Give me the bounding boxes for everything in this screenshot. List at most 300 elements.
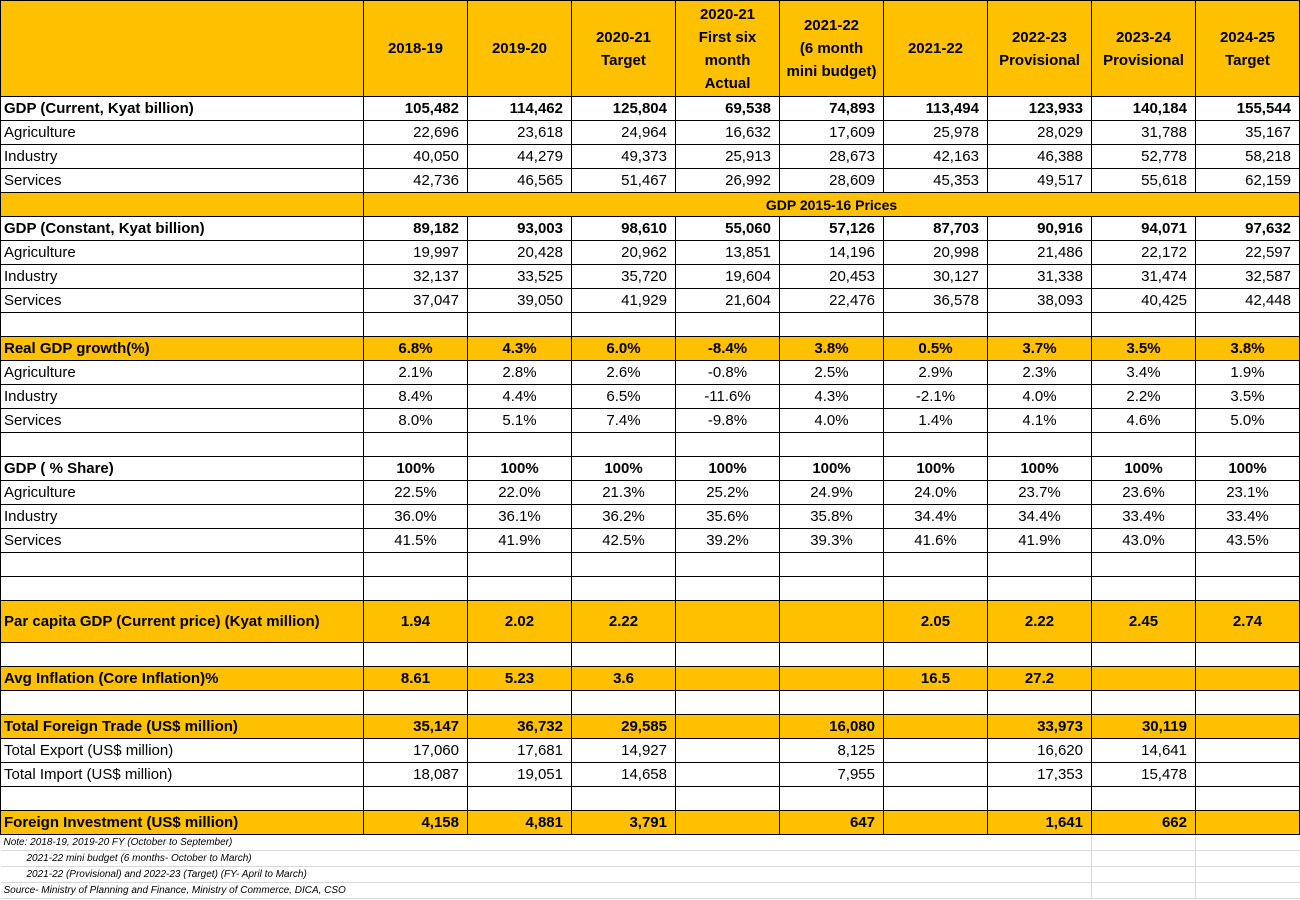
value-cell: 4.3% xyxy=(468,337,572,361)
empty-cell xyxy=(1,433,364,457)
value-cell: 647 xyxy=(780,811,884,835)
note-row xyxy=(1,851,1300,867)
value-cell: 2.02 xyxy=(468,601,572,643)
row-label: Services xyxy=(1,529,364,553)
value-cell: 6.0% xyxy=(572,337,676,361)
value-cell: 8,125 xyxy=(780,739,884,763)
empty-cell xyxy=(1196,691,1300,715)
empty-cell xyxy=(1092,691,1196,715)
value-cell: 20,998 xyxy=(884,241,988,265)
value-cell: 39.2% xyxy=(676,529,780,553)
value-cell: 23.6% xyxy=(1092,481,1196,505)
empty-cell xyxy=(1196,643,1300,667)
table-row xyxy=(1,241,1300,265)
column-header: 2021-22 xyxy=(884,1,988,97)
row-label: Avg Inflation (Core Inflation)% xyxy=(1,667,364,691)
note-row xyxy=(1,835,1300,851)
value-cell: 23,618 xyxy=(468,121,572,145)
value-cell: 2.74 xyxy=(1196,601,1300,643)
empty-cell xyxy=(1,787,364,811)
value-cell: 2.22 xyxy=(988,601,1092,643)
empty-cell xyxy=(572,643,676,667)
price-band-row xyxy=(1,193,1300,217)
gdp-constant-row xyxy=(1,217,1300,241)
empty-cell xyxy=(1196,787,1300,811)
value-cell: 4.1% xyxy=(988,409,1092,433)
value-cell: 100% xyxy=(364,457,468,481)
value-cell: 4.3% xyxy=(780,385,884,409)
value-cell: 26,992 xyxy=(676,169,780,193)
value-cell: 8.0% xyxy=(364,409,468,433)
value-cell: 2.1% xyxy=(364,361,468,385)
value-cell xyxy=(1196,739,1300,763)
spacer-row xyxy=(1,787,1300,811)
empty-cell xyxy=(1092,787,1196,811)
empty-cell xyxy=(468,643,572,667)
value-cell: 46,388 xyxy=(988,145,1092,169)
value-cell: 16,632 xyxy=(676,121,780,145)
spacer-row xyxy=(1,643,1300,667)
empty-cell xyxy=(780,553,884,577)
empty-cell xyxy=(780,691,884,715)
table-row xyxy=(1,763,1300,787)
row-label: Agriculture xyxy=(1,241,364,265)
value-cell: 41.5% xyxy=(364,529,468,553)
value-cell: 4,881 xyxy=(468,811,572,835)
row-label: Industry xyxy=(1,505,364,529)
value-cell: 14,658 xyxy=(572,763,676,787)
value-cell: 0.5% xyxy=(884,337,988,361)
value-cell: -0.8% xyxy=(676,361,780,385)
value-cell: 23.7% xyxy=(988,481,1092,505)
empty-cell xyxy=(1196,851,1300,867)
row-label: Services xyxy=(1,289,364,313)
value-cell: 90,916 xyxy=(988,217,1092,241)
empty-cell xyxy=(572,577,676,601)
empty-cell xyxy=(884,313,988,337)
value-cell: 140,184 xyxy=(1092,97,1196,121)
value-cell: 38,093 xyxy=(988,289,1092,313)
row-label: Services xyxy=(1,409,364,433)
value-cell: 2.05 xyxy=(884,601,988,643)
value-cell: 5.0% xyxy=(1196,409,1300,433)
empty-cell xyxy=(364,433,468,457)
empty-cell xyxy=(1092,851,1196,867)
empty-cell xyxy=(1092,643,1196,667)
value-cell xyxy=(1196,811,1300,835)
value-cell: 2.3% xyxy=(988,361,1092,385)
empty-cell xyxy=(364,787,468,811)
note-row xyxy=(1,867,1300,883)
row-label: Agriculture xyxy=(1,481,364,505)
value-cell: 2.22 xyxy=(572,601,676,643)
value-cell: 28,029 xyxy=(988,121,1092,145)
value-cell: 40,425 xyxy=(1092,289,1196,313)
value-cell: 13,851 xyxy=(676,241,780,265)
value-cell: 100% xyxy=(468,457,572,481)
value-cell xyxy=(676,667,780,691)
value-cell: 14,196 xyxy=(780,241,884,265)
empty-cell xyxy=(1196,577,1300,601)
column-header: 2020-21 Target xyxy=(572,1,676,97)
column-header: 2018-19 xyxy=(364,1,468,97)
value-cell: 98,610 xyxy=(572,217,676,241)
value-cell: -9.8% xyxy=(676,409,780,433)
value-cell xyxy=(676,739,780,763)
value-cell: 14,641 xyxy=(1092,739,1196,763)
empty-cell xyxy=(1196,867,1300,883)
value-cell: 41,929 xyxy=(572,289,676,313)
value-cell xyxy=(1092,667,1196,691)
value-cell: 28,673 xyxy=(780,145,884,169)
value-cell: 2.8% xyxy=(468,361,572,385)
empty-cell xyxy=(572,787,676,811)
value-cell: 2.5% xyxy=(780,361,884,385)
empty-cell xyxy=(676,313,780,337)
value-cell: 52,778 xyxy=(1092,145,1196,169)
value-cell: 55,618 xyxy=(1092,169,1196,193)
empty-cell xyxy=(1,553,364,577)
empty-cell xyxy=(1092,313,1196,337)
value-cell: 42,448 xyxy=(1196,289,1300,313)
table-row xyxy=(1,529,1300,553)
row-label: Services xyxy=(1,169,364,193)
value-cell: 3,791 xyxy=(572,811,676,835)
value-cell: 113,494 xyxy=(884,97,988,121)
value-cell: 3.7% xyxy=(988,337,1092,361)
value-cell: 125,804 xyxy=(572,97,676,121)
empty-cell xyxy=(780,313,884,337)
empty-cell xyxy=(988,313,1092,337)
value-cell: 42.5% xyxy=(572,529,676,553)
empty-cell xyxy=(1,577,364,601)
value-cell: 35,720 xyxy=(572,265,676,289)
row-label: GDP (Current, Kyat billion) xyxy=(1,97,364,121)
row-label: Total Import (US$ million) xyxy=(1,763,364,787)
row-label: Real GDP growth(%) xyxy=(1,337,364,361)
table-row xyxy=(1,505,1300,529)
foreign-trade-row xyxy=(1,715,1300,739)
empty-cell xyxy=(780,433,884,457)
empty-cell xyxy=(364,553,468,577)
empty-cell xyxy=(1092,553,1196,577)
table-body xyxy=(1,1,1300,899)
value-cell: 1.94 xyxy=(364,601,468,643)
value-cell: 41.6% xyxy=(884,529,988,553)
value-cell: 22,476 xyxy=(780,289,884,313)
value-cell: 17,353 xyxy=(988,763,1092,787)
value-cell: 36,732 xyxy=(468,715,572,739)
value-cell: 20,453 xyxy=(780,265,884,289)
value-cell: 41.9% xyxy=(988,529,1092,553)
value-cell: 45,353 xyxy=(884,169,988,193)
value-cell: 3.8% xyxy=(780,337,884,361)
value-cell: 155,544 xyxy=(1196,97,1300,121)
row-label: Industry xyxy=(1,265,364,289)
value-cell: 24.9% xyxy=(780,481,884,505)
value-cell xyxy=(676,811,780,835)
value-cell xyxy=(676,601,780,643)
value-cell: 22.5% xyxy=(364,481,468,505)
value-cell: 33.4% xyxy=(1092,505,1196,529)
column-header: 2020-21 First six month Actual xyxy=(676,1,780,97)
value-cell: 4.6% xyxy=(1092,409,1196,433)
value-cell: 35,167 xyxy=(1196,121,1300,145)
value-cell: 57,126 xyxy=(780,217,884,241)
empty-cell xyxy=(780,577,884,601)
value-cell: 58,218 xyxy=(1196,145,1300,169)
row-label: Industry xyxy=(1,145,364,169)
value-cell: 19,604 xyxy=(676,265,780,289)
value-cell: 87,703 xyxy=(884,217,988,241)
value-cell: 662 xyxy=(1092,811,1196,835)
empty-cell xyxy=(572,313,676,337)
value-cell: 4.4% xyxy=(468,385,572,409)
table-row xyxy=(1,265,1300,289)
value-cell: 36.0% xyxy=(364,505,468,529)
empty-cell xyxy=(884,787,988,811)
value-cell: 4.0% xyxy=(988,385,1092,409)
value-cell: 8.4% xyxy=(364,385,468,409)
value-cell: 32,587 xyxy=(1196,265,1300,289)
empty-cell xyxy=(780,787,884,811)
empty-cell xyxy=(988,787,1092,811)
value-cell: 41.9% xyxy=(468,529,572,553)
empty-cell xyxy=(572,691,676,715)
value-cell: 22.0% xyxy=(468,481,572,505)
value-cell: 2.6% xyxy=(572,361,676,385)
value-cell: 37,047 xyxy=(364,289,468,313)
empty-cell xyxy=(884,577,988,601)
value-cell: 15,478 xyxy=(1092,763,1196,787)
value-cell: 34.4% xyxy=(884,505,988,529)
value-cell: 1,641 xyxy=(988,811,1092,835)
row-label: Agriculture xyxy=(1,121,364,145)
value-cell: 94,071 xyxy=(1092,217,1196,241)
value-cell: 17,060 xyxy=(364,739,468,763)
value-cell: 14,927 xyxy=(572,739,676,763)
value-cell xyxy=(1196,715,1300,739)
value-cell: 1.4% xyxy=(884,409,988,433)
empty-cell xyxy=(468,553,572,577)
value-cell: 100% xyxy=(884,457,988,481)
table-row xyxy=(1,385,1300,409)
empty-cell xyxy=(988,691,1092,715)
value-cell: 5.1% xyxy=(468,409,572,433)
note-row xyxy=(1,883,1300,899)
empty-cell xyxy=(1196,313,1300,337)
value-cell: 25.2% xyxy=(676,481,780,505)
value-cell: 69,538 xyxy=(676,97,780,121)
note-text: 2021-22 mini budget (6 months- October to March) xyxy=(1,851,1092,867)
column-header: 2023-24 Provisional xyxy=(1092,1,1196,97)
empty-cell xyxy=(1,691,364,715)
value-cell xyxy=(676,763,780,787)
value-cell: 3.4% xyxy=(1092,361,1196,385)
empty-cell xyxy=(364,577,468,601)
value-cell: 100% xyxy=(676,457,780,481)
table-row xyxy=(1,739,1300,763)
value-cell: 21,604 xyxy=(676,289,780,313)
value-cell: 49,517 xyxy=(988,169,1092,193)
table-row xyxy=(1,145,1300,169)
value-cell: 105,482 xyxy=(364,97,468,121)
value-cell: 36,578 xyxy=(884,289,988,313)
empty-cell xyxy=(468,787,572,811)
table-row xyxy=(1,481,1300,505)
value-cell: 16,080 xyxy=(780,715,884,739)
value-cell: 22,597 xyxy=(1196,241,1300,265)
value-cell: 16,620 xyxy=(988,739,1092,763)
value-cell: 30,127 xyxy=(884,265,988,289)
value-cell: 21,486 xyxy=(988,241,1092,265)
value-cell: 7.4% xyxy=(572,409,676,433)
table-row xyxy=(1,121,1300,145)
empty-cell xyxy=(676,691,780,715)
column-header: 2022-23 Provisional xyxy=(988,1,1092,97)
column-header: 2021-22 (6 month mini budget) xyxy=(780,1,884,97)
spacer-row xyxy=(1,691,1300,715)
empty-cell xyxy=(780,643,884,667)
value-cell: 123,933 xyxy=(988,97,1092,121)
per-capita-row xyxy=(1,601,1300,643)
value-cell: 35.6% xyxy=(676,505,780,529)
empty-cell xyxy=(676,787,780,811)
empty-cell xyxy=(468,691,572,715)
spacer-row xyxy=(1,313,1300,337)
value-cell: 7,955 xyxy=(780,763,884,787)
real-growth-row xyxy=(1,337,1300,361)
value-cell: 29,585 xyxy=(572,715,676,739)
value-cell: 39.3% xyxy=(780,529,884,553)
value-cell: 23.1% xyxy=(1196,481,1300,505)
value-cell: 6.5% xyxy=(572,385,676,409)
spacer-row xyxy=(1,553,1300,577)
empty-cell xyxy=(884,553,988,577)
value-cell: -8.4% xyxy=(676,337,780,361)
value-cell: 27.2 xyxy=(988,667,1092,691)
value-cell: 4.0% xyxy=(780,409,884,433)
value-cell xyxy=(884,739,988,763)
value-cell: 74,893 xyxy=(780,97,884,121)
value-cell xyxy=(676,715,780,739)
value-cell: 22,696 xyxy=(364,121,468,145)
price-band-label: GDP 2015-16 Prices xyxy=(364,193,1300,217)
value-cell: 35.8% xyxy=(780,505,884,529)
value-cell: 33,525 xyxy=(468,265,572,289)
empty-cell xyxy=(988,643,1092,667)
gdp-share-row xyxy=(1,457,1300,481)
empty-cell xyxy=(676,577,780,601)
value-cell: 55,060 xyxy=(676,217,780,241)
empty-cell xyxy=(676,643,780,667)
value-cell: 25,978 xyxy=(884,121,988,145)
value-cell: 49,373 xyxy=(572,145,676,169)
note-text: Source- Ministry of Planning and Finance, Ministry of Commerce, DICA, CSO xyxy=(1,883,1092,899)
table-row xyxy=(1,361,1300,385)
empty-cell xyxy=(676,553,780,577)
empty-cell xyxy=(884,643,988,667)
spacer-row xyxy=(1,433,1300,457)
value-cell: 20,962 xyxy=(572,241,676,265)
value-cell xyxy=(884,715,988,739)
value-cell: 36.1% xyxy=(468,505,572,529)
empty-cell xyxy=(1092,835,1196,851)
value-cell: 36.2% xyxy=(572,505,676,529)
value-cell: 89,182 xyxy=(364,217,468,241)
value-cell xyxy=(1196,763,1300,787)
empty-cell xyxy=(676,433,780,457)
value-cell: 18,087 xyxy=(364,763,468,787)
value-cell: 100% xyxy=(1092,457,1196,481)
table-row xyxy=(1,169,1300,193)
value-cell: 4,158 xyxy=(364,811,468,835)
value-cell: 97,632 xyxy=(1196,217,1300,241)
empty-cell xyxy=(364,643,468,667)
value-cell: 16.5 xyxy=(884,667,988,691)
value-cell: 100% xyxy=(1196,457,1300,481)
row-label: Agriculture xyxy=(1,361,364,385)
empty-cell xyxy=(1,313,364,337)
row-label: Foreign Investment (US$ million) xyxy=(1,811,364,835)
note-text: 2021-22 (Provisional) and 2022-23 (Target) (FY- April to March) xyxy=(1,867,1092,883)
gdp-current-row xyxy=(1,97,1300,121)
value-cell: 39,050 xyxy=(468,289,572,313)
value-cell: 3.5% xyxy=(1092,337,1196,361)
value-cell: 2.9% xyxy=(884,361,988,385)
value-cell: 6.8% xyxy=(364,337,468,361)
value-cell: 19,997 xyxy=(364,241,468,265)
value-cell: 3.8% xyxy=(1196,337,1300,361)
table-row xyxy=(1,409,1300,433)
value-cell: 2.2% xyxy=(1092,385,1196,409)
value-cell: 24.0% xyxy=(884,481,988,505)
value-cell: 31,474 xyxy=(1092,265,1196,289)
column-header: 2019-20 xyxy=(468,1,572,97)
value-cell: 42,163 xyxy=(884,145,988,169)
row-label: Industry xyxy=(1,385,364,409)
empty-cell xyxy=(1,643,364,667)
value-cell: 33.4% xyxy=(1196,505,1300,529)
header-row xyxy=(1,1,1300,97)
value-cell: 5.23 xyxy=(468,667,572,691)
value-cell: 17,681 xyxy=(468,739,572,763)
value-cell: 114,462 xyxy=(468,97,572,121)
value-cell: 31,338 xyxy=(988,265,1092,289)
value-cell: 2.45 xyxy=(1092,601,1196,643)
empty-cell xyxy=(364,313,468,337)
empty-cell xyxy=(1092,577,1196,601)
empty-cell xyxy=(468,313,572,337)
value-cell: 46,565 xyxy=(468,169,572,193)
empty-cell xyxy=(468,433,572,457)
empty-cell xyxy=(988,433,1092,457)
value-cell: 100% xyxy=(572,457,676,481)
value-cell xyxy=(1196,667,1300,691)
empty-cell xyxy=(572,553,676,577)
row-label: GDP ( % Share) xyxy=(1,457,364,481)
value-cell xyxy=(780,667,884,691)
value-cell: 44,279 xyxy=(468,145,572,169)
value-cell: 24,964 xyxy=(572,121,676,145)
value-cell: 25,913 xyxy=(676,145,780,169)
empty-cell xyxy=(1196,553,1300,577)
empty-cell xyxy=(1196,883,1300,899)
empty-cell xyxy=(1196,433,1300,457)
value-cell: 51,467 xyxy=(572,169,676,193)
value-cell: 42,736 xyxy=(364,169,468,193)
value-cell: 8.61 xyxy=(364,667,468,691)
